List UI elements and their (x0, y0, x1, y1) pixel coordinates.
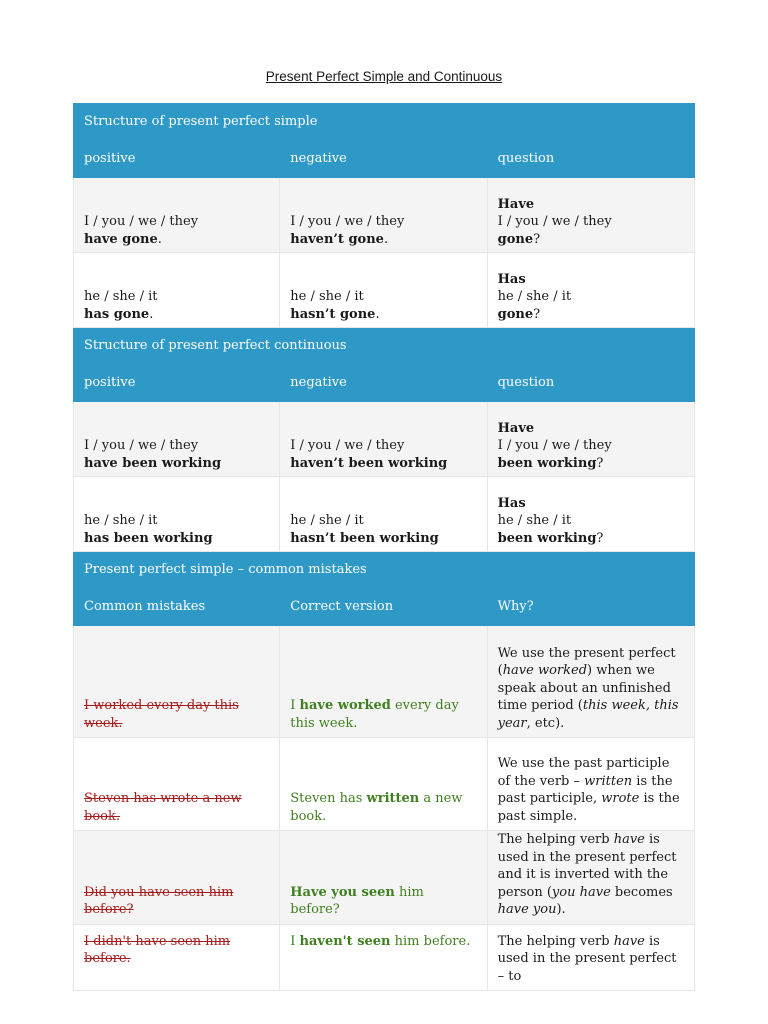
table-row (74, 253, 695, 328)
verb-form: haven’t gone (290, 231, 384, 247)
why-emphasis: you have (551, 884, 611, 900)
correct-cell (280, 924, 487, 991)
correct-verb: Have you seen (290, 884, 395, 900)
table-row (74, 402, 695, 477)
why-emphasis: wrote (601, 791, 640, 806)
why-text: We use the past participle of the verb – (497, 756, 670, 789)
correct-text: I (290, 933, 300, 949)
why-cell (487, 831, 694, 925)
subject: I / you / we / they (84, 214, 199, 229)
why-cell (487, 738, 694, 831)
question-cell (487, 253, 694, 328)
why-cell (487, 626, 694, 738)
verb-form: been working (497, 455, 597, 471)
mistake-cell (74, 738, 280, 831)
question-cell (487, 178, 694, 253)
negative-cell (280, 253, 487, 328)
negative-cell (280, 402, 487, 477)
why-text: We use the present perfect ( (497, 645, 676, 678)
subject: he / she / it (84, 513, 158, 528)
why-text: The helping verb (497, 832, 614, 847)
column-header: Correct version (280, 589, 487, 626)
why-text: becomes (610, 884, 673, 900)
mistake-cell (74, 626, 280, 738)
column-header: Why? (487, 589, 694, 626)
verb-form: gone (497, 231, 534, 247)
section-header-continuous (74, 328, 695, 365)
column-header: question (487, 141, 694, 178)
punctuation: ? (533, 306, 541, 322)
subject: he / she / it (290, 289, 364, 304)
verb-form: gone (497, 306, 534, 322)
table-row (74, 924, 695, 991)
negative-cell (280, 178, 487, 253)
correct-cell (280, 738, 487, 831)
subject: I / you / we / they (290, 438, 405, 453)
subject: I / you / we / they (84, 438, 199, 453)
why-text: is used in the present perfect and it is inverted with the person ( (497, 832, 677, 900)
why-text: is the past simple. (497, 791, 680, 824)
correct-text: every day this week. (290, 698, 459, 731)
auxiliary: Have (497, 420, 535, 436)
why-text: ) when we speak about an unfinished time period ( (497, 663, 671, 713)
verb-form: has been working (84, 530, 213, 546)
column-header: positive (74, 141, 280, 178)
correct-text: him before? (290, 884, 424, 917)
grammar-table (73, 103, 695, 991)
section-header-mistakes (74, 552, 695, 589)
verb-form: have been working (84, 455, 222, 471)
section-header-simple (74, 104, 695, 141)
column-header-row (74, 141, 695, 178)
subject: he / she / it (290, 513, 364, 528)
positive-cell (74, 402, 280, 477)
verb-form: hasn’t gone (290, 306, 376, 322)
verb-form: have gone (84, 231, 158, 247)
why-emphasis: this week, this year (497, 698, 679, 731)
correct-verb: written (366, 791, 420, 806)
auxiliary: Have (497, 196, 535, 212)
auxiliary: Has (497, 271, 526, 287)
table-row (74, 626, 695, 738)
why-emphasis: written (584, 773, 633, 789)
column-header: question (487, 365, 694, 402)
positive-cell (74, 178, 280, 253)
subject: I / you / we / they (497, 214, 612, 229)
why-text: The helping verb (497, 933, 614, 949)
correct-text: Steven has (290, 791, 367, 806)
why-emphasis: have (613, 933, 645, 949)
wrong-sentence: I didn't have seen him before. (84, 933, 231, 966)
correct-cell (280, 626, 487, 738)
column-header: Common mistakes (74, 589, 280, 626)
why-text: is used in the present perfect – to (497, 933, 677, 984)
subject: he / she / it (84, 289, 158, 304)
correct-verb: haven't seen (299, 933, 391, 949)
section-title: Structure of present perfect simple (74, 104, 695, 141)
wrong-sentence: Did you have seen him before? (84, 884, 234, 917)
why-emphasis: have you (497, 902, 557, 917)
verb-form: haven’t been working (290, 455, 448, 471)
correct-text: him before. (390, 933, 471, 949)
why-emphasis: have worked (502, 663, 588, 678)
column-header: negative (280, 365, 487, 402)
why-text: ). (556, 902, 566, 917)
question-cell (487, 402, 694, 477)
table-row (74, 178, 695, 253)
subject: I / you / we / they (290, 214, 405, 229)
correct-text: I (290, 698, 300, 713)
punctuation: ? (596, 455, 604, 471)
punctuation: . (149, 306, 154, 322)
table-row (74, 831, 695, 925)
why-cell (487, 924, 694, 991)
column-header: negative (280, 141, 487, 178)
column-header-row (74, 589, 695, 626)
wrong-sentence: I worked every day this week. (84, 698, 239, 731)
why-text: is the past participle, (497, 773, 673, 806)
correct-text: a new book. (290, 791, 463, 824)
punctuation: . (157, 231, 162, 247)
punctuation: . (375, 306, 380, 322)
why-text: , etc). (526, 715, 565, 731)
wrong-sentence: Steven has wrote a new book. (84, 791, 242, 824)
verb-form: been working (497, 530, 597, 546)
verb-form: hasn’t been working (290, 530, 439, 546)
table-row (74, 738, 695, 831)
document-title: Present Perfect Simple and Continuous (265, 69, 503, 84)
punctuation: . (383, 231, 389, 247)
mistake-cell (74, 831, 280, 925)
why-emphasis: have (613, 832, 645, 847)
correct-verb: have worked (299, 698, 391, 713)
auxiliary: Has (497, 495, 526, 511)
positive-cell (74, 477, 280, 552)
section-title: Present perfect simple – common mistakes (74, 552, 695, 589)
table-row (74, 477, 695, 552)
punctuation: ? (596, 530, 604, 546)
subject: he / she / it (497, 513, 572, 528)
mistake-cell (74, 924, 280, 991)
punctuation: ? (533, 231, 541, 247)
verb-form: has gone (84, 306, 150, 322)
subject: I / you / we / they (497, 438, 612, 453)
positive-cell (74, 253, 280, 328)
question-cell (487, 477, 694, 552)
section-title: Structure of present perfect continuous (74, 328, 695, 365)
column-header-row (74, 365, 695, 402)
column-header: positive (74, 365, 280, 402)
negative-cell (280, 477, 487, 552)
subject: he / she / it (497, 289, 572, 304)
correct-cell (280, 831, 487, 925)
